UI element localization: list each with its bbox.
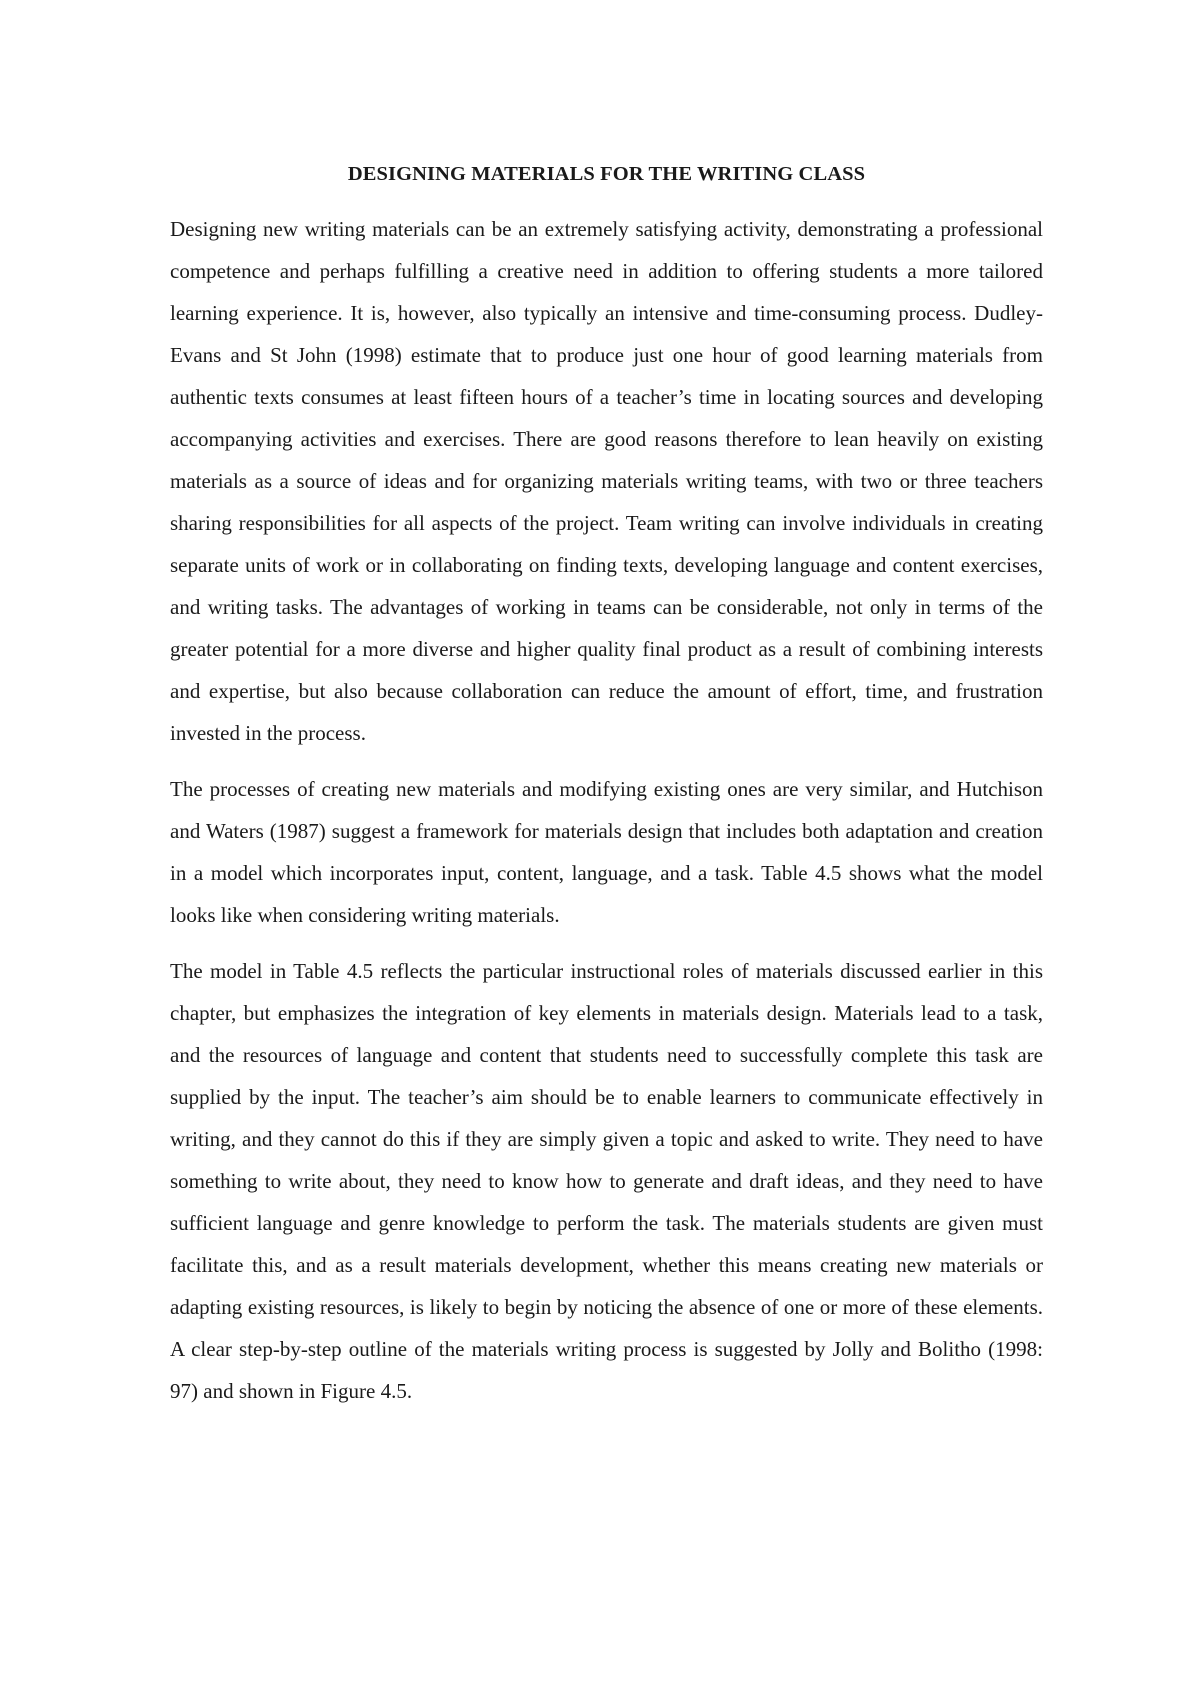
paragraph-2: The processes of creating new materials and modifying existing ones are very similar, and Hutchison and Waters (1987) suggest a framework for materials design that includes both adaptation and creation in a model which incorporates input, content, language, and a task. Table 4.5 shows what the model looks like when considering writing materials. [170, 777, 1043, 927]
document-body [170, 160, 1043, 1426]
paragraph-1: Designing new writing materials can be an extremely satisfying activity, demonstrating a professional competence and perhaps fulfilling a creative need in addition to offering students a more tailored learning experience. It is, however, also typically an intensive and time-consuming process. Dudley-Evans and St John (1998) estimate that to produce just one hour of good learning materials from authentic texts consumes at least fifteen hours of a teacher’s time in locating sources and developing accompanying activities and exercises. There are good reasons therefore to lean heavily on existing materials as a source of ideas and for organizing materials writing teams, with two or three teachers sharing responsibilities for all aspects of the project. Team writing can involve individuals in creating separate units of work or in collaborating on finding texts, developing language and content exercises, and writing tasks. The advantages of working in teams can be considerable, not only in terms of the greater potential for a more diverse and higher quality final product as a result of combining interests and expertise, but also because collaboration can reduce the amount of effort, time, and frustration invested in the process. [170, 217, 1043, 745]
paragraph-3: The model in Table 4.5 reflects the particular instructional roles of materials discussed earlier in this chapter, but emphasizes the integration of key elements in materials design. Materials lead to a task, and the resources of language and content that students need to successfully complete this task are supplied by the input. The teacher’s aim should be to enable learners to communicate effectively in writing, and they cannot do this if they are simply given a topic and asked to write. They need to have something to write about, they need to know how to generate and draft ideas, and they need to have sufficient language and genre knowledge to perform the task. The materials students are given must facilitate this, and as a result materials development, whether this means creating new materials or adapting existing resources, is likely to begin by noticing the absence of one or more of these elements. A clear step-by-step outline of the materials writing process is suggested by Jolly and Bolitho (1998: 97) and shown in Figure 4.5. [170, 959, 1043, 1403]
document-title: DESIGNING MATERIALS FOR THE WRITING CLASS [347, 163, 866, 185]
